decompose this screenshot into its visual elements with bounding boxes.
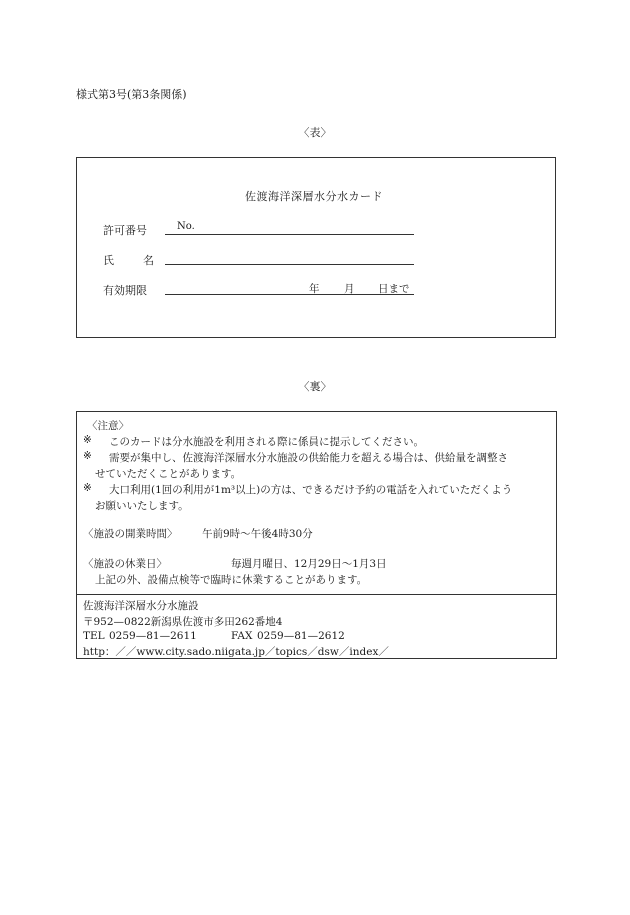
expiry-label: 有効期限: [103, 284, 147, 297]
note-1: このカードは分水施設を利用される際に係員に提示してください。: [109, 436, 424, 448]
note-2-line-1: 需要が集中し、佐渡海洋深層水分水施設の供給能力を超える場合は、供給量を調整さ: [109, 452, 508, 464]
expiry-day-unit: 日まで: [378, 283, 410, 295]
tel-number: 0259—81—2611: [109, 630, 197, 642]
notice-section: [77, 412, 556, 595]
note-2-line-2: せていただくことがあります。: [95, 468, 242, 480]
opening-hours-label: 〈施設の開業時間〉: [83, 528, 178, 540]
tel-label: TEL: [83, 630, 105, 642]
name-label-first-char: 氏: [103, 254, 114, 267]
card-front: [76, 157, 556, 338]
facility-name: 佐渡海洋深層水分水施設: [83, 600, 199, 612]
card-title: 佐渡海洋深層水分水カード: [245, 190, 383, 203]
fax-number: 0259—81—2612: [257, 630, 345, 642]
name-line: [165, 250, 414, 265]
fax-label: FAX: [231, 630, 253, 642]
permit-number-line: [165, 220, 414, 235]
permit-number-prefix: No.: [177, 221, 195, 232]
note-mark: ※: [83, 434, 92, 446]
note-mark: ※: [83, 450, 92, 462]
front-side-heading: 〈表〉: [298, 126, 332, 139]
website-url: http：／／www.city.sado.niigata.jp／topics／dsw／index／: [83, 646, 389, 658]
note-3-line-2: お願いいたします。: [95, 500, 189, 512]
notice-heading: 〈注意〉: [87, 420, 129, 432]
expiry-year-unit: 年: [309, 283, 320, 295]
expiry-line: [165, 280, 414, 295]
facility-address: 〒952—0822新潟県佐渡市多田262番地4: [83, 616, 283, 628]
back-side-heading: 〈裏〉: [298, 380, 332, 393]
closed-days-label: 〈施設の休業日〉: [83, 558, 167, 570]
opening-hours-value: 午前9時〜午後4時30分: [202, 528, 313, 540]
note-mark: ※: [83, 482, 92, 494]
closed-days-note: 上記の外、設備点検等で臨時に休業することがあります。: [95, 574, 368, 586]
closed-days-value: 毎週月曜日、12月29日〜1月3日: [231, 558, 387, 570]
name-label-second-char: 名: [143, 254, 154, 267]
form-number-label: 様式第3号(第3条関係): [76, 88, 187, 101]
expiry-month-unit: 月: [344, 283, 355, 295]
permit-number-label: 許可番号: [103, 224, 147, 237]
card-back: [76, 411, 557, 659]
note-3-line-1: 大口利用(1回の利用が1m³以上)の方は、できるだけ予約の電話を入れていただくよう: [109, 484, 513, 496]
